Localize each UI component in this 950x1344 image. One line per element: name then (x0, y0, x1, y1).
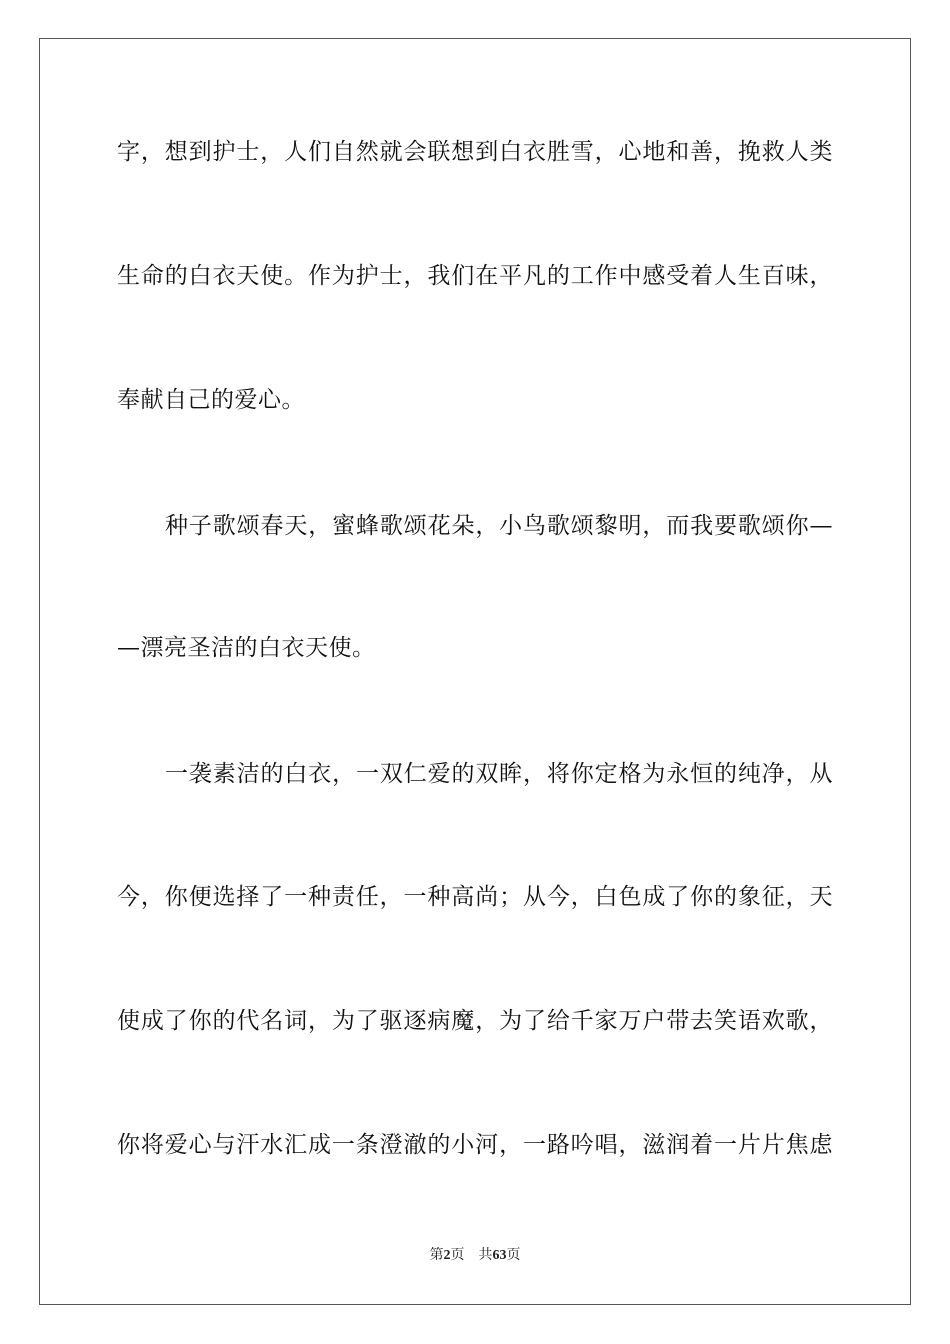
body-text-line: 今，你便选择了一种责任，一种高尚；从今，白色成了你的象征，天 (117, 884, 833, 910)
page-label-prefix: 第 (429, 1247, 444, 1263)
total-label-suffix: 页 (506, 1247, 521, 1263)
page-footer (0, 1246, 950, 1265)
body-text-line: 你将爱心与汗水汇成一条澄澈的小河，一路吟唱，滋润着一片片焦虑 (117, 1132, 833, 1158)
page-border (39, 38, 911, 1305)
paragraph-first-line: 一袭素洁的白衣，一双仁爱的双眸，将你定格为永恒的纯净，从 (165, 761, 833, 787)
body-text-line: 使成了你的代名词，为了驱逐病魔，为了给千家万户带去笑语欢歌， (117, 1008, 833, 1034)
body-text-line: 奉献自己的爱心。 (117, 387, 305, 413)
total-label-prefix: 共 (478, 1247, 493, 1263)
body-text-line: 字，想到护士，人们自然就会联想到白衣胜雪，心地和善，挽救人类 (117, 139, 833, 165)
body-text-line: 生命的白衣天使。作为护士，我们在平凡的工作中感受着人生百味， (117, 263, 833, 289)
page-label-suffix: 页 (450, 1247, 465, 1263)
total-page-count: 63 (492, 1248, 507, 1263)
current-page-number: 2 (443, 1248, 451, 1263)
body-text-line: —漂亮圣洁的白衣天使。 (117, 635, 376, 661)
paragraph-first-line: 种子歌颂春天，蜜蜂歌颂花朵，小鸟歌颂黎明，而我要歌颂你— (165, 513, 833, 539)
